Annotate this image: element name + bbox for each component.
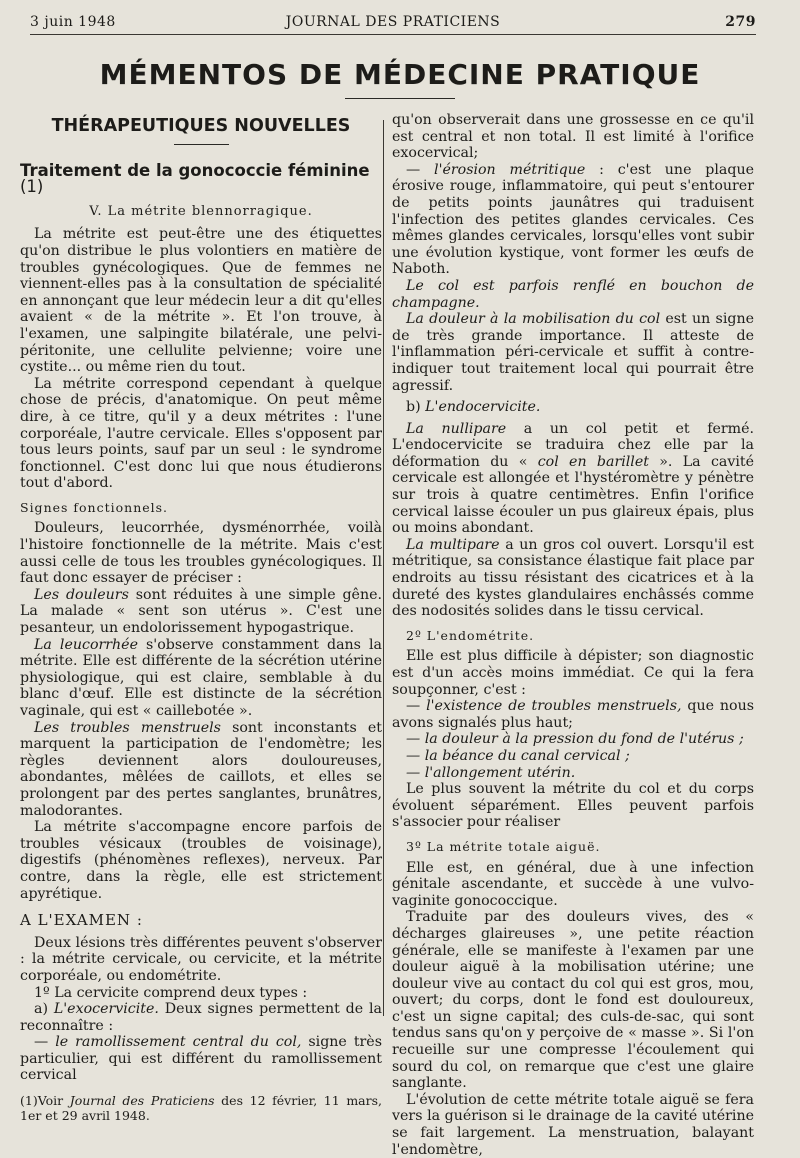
- paragraph: L'évolution de cette métrite totale aiguë se fera vers la guérison si le drainage de la cavité utérine se fait largement. La menstruation, balayant l'endomètre,: [392, 1091, 754, 1158]
- paragraph: Elle est plus difficile à dépister; son diagnostic est d'un accès moins immédiat. Ce qui la fera soupçonner, c'est :: [392, 648, 754, 698]
- left-column: [20, 112, 382, 1123]
- list-marker: b): [406, 399, 426, 416]
- paragraph-text: a un gros col ouvert. Lorsqu'il est métritique, sa consistance élastique fait place par endroits au tissu résistant des cicatrices et à la dureté des kystes glandulaires enchâssés comme des nodosités solides dans le tissu cervical.: [392, 536, 754, 620]
- italic-term: l'existence de troubles menstruels,: [426, 698, 682, 715]
- paragraph: [392, 162, 754, 278]
- header-date: 3 juin 1948: [30, 14, 116, 30]
- paragraph: [392, 537, 754, 620]
- paragraph: La métrite s'accompagne encore parfois de troubles vésicaux (troubles de voisinage), digestifs (phénomènes reflexes), nerveux. Par contre, dans la règle, elle est strictement apyrétique.: [20, 819, 382, 902]
- paragraph: [20, 720, 382, 820]
- subheading-signes: Signes fonctionnels.: [20, 499, 169, 515]
- paragraph-text: comprend deux types :: [138, 984, 308, 1001]
- paragraph: [20, 587, 382, 637]
- dash: —: [34, 1034, 56, 1051]
- title-rule: [345, 98, 455, 99]
- paragraph: [392, 278, 754, 311]
- italic-term: La nullipare: [406, 420, 507, 437]
- footnote-text: des 12 février, 11 mars, 1er et 29 avril 1948.: [20, 1093, 382, 1123]
- list-marker: a): [34, 1001, 54, 1018]
- paragraph-text: s'observe constamment dans la métrite. Elle est différente de la sécrétion utérine physiologique, qui est claire, semblable à du blanc d'œuf. Elle est distincte de la sécrétion vaginale, qui est « caillebotée ».: [20, 636, 382, 719]
- italic-term: L'endocervicite.: [425, 399, 541, 416]
- list-item: [392, 748, 754, 765]
- paragraph-text: a un col petit et fermé. L'endocervicite se traduira chez elle par la déformation du «: [392, 420, 754, 470]
- italic-sentence: — la béance du canal cervical ;: [406, 747, 630, 764]
- italic-lead: La leucorrhée: [34, 636, 138, 653]
- dash: —: [406, 161, 435, 178]
- section-title: THÉRAPEUTIQUES NOUVELLES: [51, 116, 351, 136]
- paragraph-text: sont inconstants et marquent la participation de l'endomètre; les règles deviennent alors douloureuses, abondantes, mêlées de caillots, et elles se prolongent par des pertes sanglantes, brunâtres, malodorantes.: [20, 719, 382, 819]
- italic-sentence: — l'allongement utérin.: [406, 764, 576, 781]
- paragraph-text: sont réduites à une simple gêne. La malade « sent son utérus ». C'est une pesanteur, un endolorissement hypogastrique.: [20, 586, 382, 637]
- list-item: [392, 731, 754, 748]
- paragraph-text: que nous avons signalés plus haut;: [392, 698, 754, 731]
- paragraph: La métrite est peut-être une des étiquettes qu'on distribue le plus volontiers en matière de troubles gynécologiques. Que de femmes ne viennent-elles pas à la consultation de spécialité en annonçant que leur médecin leur a dit qu'elles avaient « de la métrite ». Et l'on trouve, à l'examen, une salpingite bilatérale, une pelvi-péritonite, une cellulite pelvienne; voire une cystite... ou même rien du tout.: [20, 226, 382, 376]
- dash: —: [406, 698, 427, 715]
- section-rule: [174, 144, 229, 145]
- paragraph: [392, 399, 754, 416]
- column-divider: [383, 120, 384, 1016]
- italic-term: L'exocervicite.: [53, 1001, 159, 1018]
- paragraph: Le plus souvent la métrite du col et du corps évoluent séparément. Elles peuvent parfois s'associer pour réaliser: [392, 781, 754, 831]
- chapter-heading: V. La métrite blennorragique.: [89, 203, 313, 219]
- italic-term: l'érosion métritique: [434, 161, 586, 178]
- article-title: [20, 160, 382, 197]
- article-footnote-ref: (1): [20, 177, 44, 197]
- footnote-mark: (1): [20, 1093, 38, 1109]
- article-title-text: Traitement de la gonococcie féminine: [20, 160, 370, 180]
- header-page-number: 279: [725, 14, 756, 30]
- subheading-endometrite: 2º L'endométrite.: [406, 627, 535, 643]
- numbered-heading: 1º La cervicite: [34, 984, 139, 1001]
- right-column: [392, 112, 754, 1158]
- page-title: MÉMENTOS DE MÉDECINE PRATIQUE: [99, 58, 701, 91]
- italic-term: col en barillet: [537, 453, 649, 470]
- italic-lead: Les douleurs: [34, 586, 129, 603]
- paragraph-text: Deux signes permettent de la reconnaître :: [20, 1001, 382, 1034]
- paragraph: [20, 1001, 382, 1034]
- header-journal-name: JOURNAL DES PRATICIENS: [285, 14, 501, 30]
- paragraph-text: est un signe de très grande importance. Il atteste de l'inflammation péri-cervicale et suffit à contre-indiquer tout traitement local qui pourrait être agressif.: [392, 311, 754, 394]
- paragraph: [392, 698, 754, 731]
- italic-sentence: Le col est parfois renflé en bouchon de champagne.: [392, 277, 754, 311]
- subheading-examen: A L'EXAMEN :: [20, 911, 143, 930]
- footnote-text: Voir: [37, 1093, 70, 1109]
- paragraph-text: signe très particulier, qui est différent du ramollissement cervical: [20, 1034, 382, 1084]
- italic-lead: Les troubles menstruels: [34, 719, 221, 736]
- paragraph: [20, 985, 382, 1002]
- paragraph: [20, 637, 382, 720]
- paragraph-text: ». La cavité cervicale est allongée et l'hystéromètre y pénètre sur trois à quatre centimètres. Enfin l'orifice cervical laisse écouler un pus glaireux épais, plus ou moins abondant.: [392, 453, 754, 537]
- paragraph: Traduite par des douleurs vives, des « décharges glaireuses », une petite réaction générale, elle se manifeste à l'examen par une douleur aiguë à la mobilisation utérine; une douleur vive au contact du col qui est gros, mou, ouvert; du corps, dont le fond est douloureux, c'est un signe capital; des culs-de-sac, qui sont tendus sans qu'on y perçoive de « masse ». Si l'on recueille sur une compresse l'écoulement qui sourd du col, on remarque que c'est une glaire sanglante.: [392, 909, 754, 1092]
- paragraph: [392, 311, 754, 394]
- paragraph: [20, 1034, 382, 1084]
- footnote: [20, 1094, 382, 1123]
- italic-term: La douleur à la mobilisation du col: [406, 311, 661, 328]
- italic-sentence: — la douleur à la pression du fond de l'utérus ;: [406, 731, 744, 748]
- running-header: [30, 10, 756, 35]
- paragraph: Deux lésions très différentes peuvent s'observer : la métrite cervicale, ou cervicite, et la métrite corporéale, ou endométrite.: [20, 934, 382, 984]
- paragraph: Douleurs, leucorrhée, dysménorrhée, voilà l'histoire fonctionnelle de la métrite. Mais c'est aussi celle de tous les troubles gynécologiques. Il faut donc essayer de préciser :: [20, 520, 382, 587]
- paragraph: [392, 421, 754, 537]
- paragraph: qu'on observerait dans une grossesse en ce qu'il est central et non total. Il est limité à l'orifice exocervical;: [392, 112, 754, 162]
- subheading-metrite-totale: 3º La métrite totale aiguë.: [406, 838, 601, 854]
- paragraph: La métrite correspond cependant à quelque chose de précis, d'anatomique. On peut même dire, à ce titre, qu'il y a deux métrites : l'une corporéale, l'autre cervicale. Elles s'opposent par tous leurs points, sauf par un seul : le syndrome fonctionnel. C'est donc lui que nous étudierons tout d'abord.: [20, 375, 382, 492]
- italic-term: La multipare: [406, 536, 500, 553]
- paragraph-text: : c'est une plaque érosive rouge, inflammatoire, qui peut s'entourer de petits points jaunâtres qui traduisent l'infection des petites glandes cervicales. Ces mêmes glandes cervicales, lorsqu'elles vont subir une évolution kystique, vont former les œufs de Naboth.: [392, 161, 754, 278]
- italic-term: le ramollissement central du col,: [55, 1034, 302, 1051]
- footnote-journal: Journal des Praticiens: [69, 1093, 215, 1109]
- paragraph: Elle est, en général, due à une infection génitale ascendante, et succède à une vulvo-vaginite gonococcique.: [392, 859, 754, 909]
- list-item: [392, 765, 754, 782]
